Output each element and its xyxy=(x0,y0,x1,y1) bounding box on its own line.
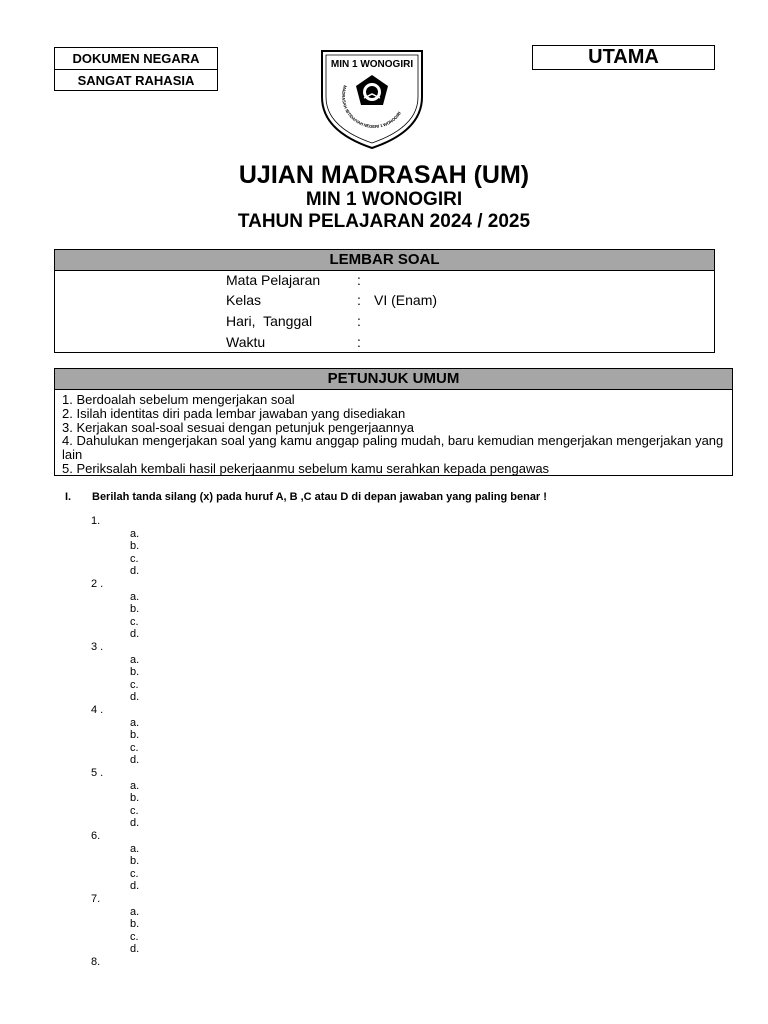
answer-option: b. xyxy=(130,729,140,742)
school-logo xyxy=(312,45,432,151)
answer-option: b. xyxy=(130,918,140,931)
answer-option: d. xyxy=(130,943,140,956)
answer-option: c. xyxy=(130,615,139,628)
info-label: Hari, Tanggal xyxy=(226,313,313,329)
info-value: VI (Enam) xyxy=(374,292,438,308)
general-instructions-box xyxy=(54,368,733,476)
answer-option: c. xyxy=(130,552,139,565)
question-number: 5 . xyxy=(91,767,104,779)
school-name: MIN 1 WONOGIRI xyxy=(305,189,463,210)
question-number: 3 . xyxy=(91,641,104,653)
question-number: 4 . xyxy=(91,704,104,716)
answer-option: c. xyxy=(130,867,139,880)
answer-option: d. xyxy=(130,817,140,830)
classification-line: SANGAT RAHASIA xyxy=(55,69,217,91)
answer-option: a. xyxy=(130,653,140,666)
question-number: 1. xyxy=(91,515,101,527)
info-colon: : xyxy=(357,313,361,329)
exam-info-box xyxy=(54,249,715,353)
answer-option: c. xyxy=(130,930,139,943)
instruction-item: 5. Periksalah kembali hasil pekerjaanmu sebelum kamu serahkan kepada pengawas xyxy=(62,460,550,476)
section-instruction: Berilah tanda silang (x) pada huruf A, B ,C atau D di depan jawaban yang paling benar ! xyxy=(92,491,547,503)
question-number: 2 . xyxy=(91,578,104,590)
answer-option: a. xyxy=(130,905,140,918)
answer-option: a. xyxy=(130,779,140,792)
info-colon: : xyxy=(357,292,361,308)
exam-info-heading: LEMBAR SOAL xyxy=(55,250,714,271)
answer-option: a. xyxy=(130,590,140,603)
question-number: 7. xyxy=(91,893,101,905)
answer-option: b. xyxy=(130,855,140,868)
answer-option: c. xyxy=(130,678,139,691)
question-number: 8. xyxy=(91,956,101,968)
logo-title: MIN 1 WONOGIRI xyxy=(330,59,414,70)
info-colon: : xyxy=(357,272,361,288)
answer-option: b. xyxy=(130,666,140,679)
instruction-item: 4. Dahulukan mengerjakan soal yang kamu anggap paling mudah, baru kemudian mengerjakan mengerjakan yang lain xyxy=(62,433,724,463)
logo-arc-text: MADRASAH IBTIDAIYAH NEGERI 1 WONOGIRI xyxy=(341,84,402,129)
answer-option: c. xyxy=(130,804,139,817)
answer-option: d. xyxy=(130,628,140,641)
variant-badge: UTAMA xyxy=(532,45,715,70)
info-label: Waktu xyxy=(226,334,266,350)
answer-option: d. xyxy=(130,565,140,578)
answer-option: b. xyxy=(130,603,140,616)
academic-year: TAHUN PELAJARAN 2024 / 2025 xyxy=(237,211,531,232)
answer-option: a. xyxy=(130,527,140,540)
classification-line: DOKUMEN NEGARA xyxy=(72,51,200,66)
info-label: Kelas xyxy=(226,292,262,308)
answer-option: b. xyxy=(130,792,140,805)
info-label: Mata Pelajaran xyxy=(226,272,321,288)
answer-option: d. xyxy=(130,691,140,704)
answer-option: c. xyxy=(130,741,139,754)
section-number: I. xyxy=(65,491,72,503)
question-number: 6. xyxy=(91,830,101,842)
instruction-item: 3. Kerjakan soal-soal sesuai dengan petunjuk pengerjaannya xyxy=(62,419,414,435)
classification-box xyxy=(54,47,218,91)
answer-option: d. xyxy=(130,880,140,893)
answer-option: a. xyxy=(130,842,140,855)
exam-title: UJIAN MADRASAH (UM) xyxy=(238,161,530,189)
instruction-list xyxy=(55,390,732,476)
instruction-item: 2. Isilah identitas diri pada lembar jawaban yang disediakan xyxy=(62,405,406,421)
answer-option: d. xyxy=(130,754,140,767)
info-colon: : xyxy=(357,334,361,350)
instruction-item: 1. Berdoalah sebelum mengerjakan soal xyxy=(62,392,295,407)
general-instructions-heading: PETUNJUK UMUM xyxy=(55,369,732,390)
answer-option: a. xyxy=(130,716,140,729)
answer-option: b. xyxy=(130,540,140,553)
